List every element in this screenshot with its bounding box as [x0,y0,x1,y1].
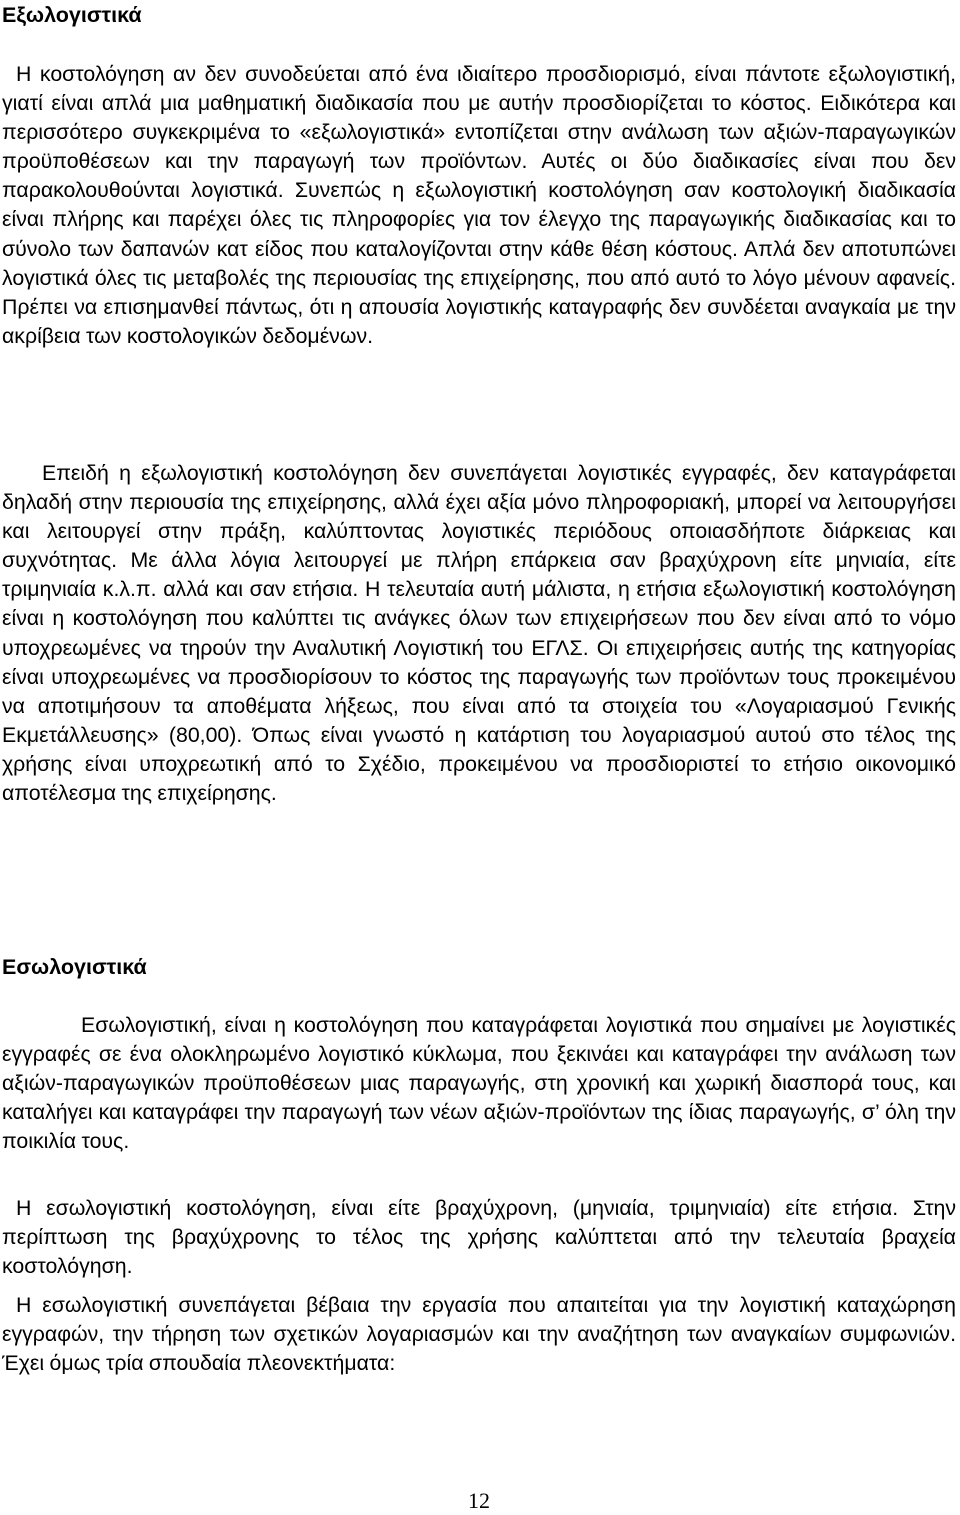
paragraph: Εσωλογιστική, είναι η κοστολόγηση που καταγράφεται λογιστικά που σημαίνει με λογιστικές εγγραφές σε ένα ολοκληρωμένο λογιστικό κύκλωμα, που ξεκινάει και καταγράφει την ανάλωση των αξιών-παραγωγικών προϋποθέσεων μιας παραγωγής, στη χρονική και χωρική διασπορά τους, και καταλήγει και καταγράφει την παραγωγή των νέων αξιών-προϊόντων της ίδιας παραγωγής, σ’ όλη την ποικιλία τους. [2,1013,956,1154]
section-heading-esologistika: Εσωλογιστικά [2,955,147,979]
paragraph: Η εσωλογιστική συνεπάγεται βέβαια την εργασία που απαιτείται για την λογιστική καταχώρηση εγγραφών, την τήρηση των σχετικών λογαριασμών και την αναζήτηση των αναγκαίων συμφωνιών. Έχει όμως τρία σπουδαία πλεονεκτήματα: [2,1293,956,1376]
paragraph: Η εσωλογιστική κοστολόγηση, είναι είτε βραχύχρονη, (μηνιαία, τριμηνιαία) είτε ετήσια. Στην περίπτωση της βραχύχρονης το τέλος της χρήσης καλύπτεται από την τελευταία βραχεία κοστολόγηση. [2,1196,956,1279]
paragraph: Η κοστολόγηση αν δεν συνοδεύεται από ένα ιδιαίτερο προσδιορισμό, είναι πάντοτε εξωλογιστική, γιατί είναι απλά μια μαθηματική διαδικασία που με αυτήν προσδιορίζεται το κόστος. Ειδικότερα και περισσότερο συγκεκριμένα το «εξωλογιστικά» εντοπίζεται στην ανάλωση των αξιών-παραγωγικών προϋποθέσεων και την παραγωγή των προϊόντων. Αυτές οι δύο διαδικασίες είναι που δεν παρακολουθούνται λογιστικά. Συνεπώς η εξωλογιστική κοστολόγηση σαν κοστολογική διαδικασία είναι πλήρης και παρέχει όλες τις πληροφορίες για τον έλεγχο της παραγωγικής διαδικασίας και το σύνολο των δαπανών κατ είδος που καταλογίζονται στην κάθε θέση κόστους. Απλά δεν αποτυπώνει λογιστικά όλες τις μεταβολές της περιουσίας της επιχείρησης, που από αυτό το λόγο μένουν αφανείς. Πρέπει να επισημανθεί πάντως, ότι η απουσία λογιστικής καταγραφής δεν συνδέεται αναγκαία με την ακρίβεια των κοστολογικών δεδομένων. [2,62,956,348]
page-number: 12 [468,1488,490,1513]
section-heading-exologistika: Εξωλογιστικά [2,3,142,27]
paragraph: Επειδή η εξωλογιστική κοστολόγηση δεν συνεπάγεται λογιστικές εγγραφές, δεν καταγράφεται δηλαδή στην περιουσία της επιχείρησης, αλλά έχει αξία μόνο πληροφοριακή, μπορεί να λειτουργήσει και λειτουργεί στην πράξη, καλύπτοντας λογιστικές περιόδους οποιασδήποτε διάρκειας και συχνότητας. Με άλλα λόγια λειτουργεί με πλήρη επάρκεια σαν βραχύχρονη είτε μηνιαία, είτε τριμηνιαία κ.λ.π. αλλά και σαν ετήσια. Η τελευταία αυτή μάλιστα, η ετήσια εξωλογιστική κοστολόγηση είναι η κοστολόγηση που καλύπτει τις ανάγκες όλων των επιχειρήσεων που δεν είναι από το νόμο υποχρεωμένες να τηρούν την Αναλυτική Λογιστική του ΕΓΛΣ. Οι επιχειρήσεις αυτής της κατηγορίας είναι υποχρεωμένες να προσδιορίσουν το κόστος της παραγωγής των προϊόντων τους προκειμένου να αποτιμήσουν τα αποθέματα λήξεως, που είναι από τα στοιχεία του «Λογαριασμού Γενικής Εκμετάλλευσης» (80,00). Όπως είναι γνωστό η κατάρτιση του λογαριασμού αυτού στο τέλος της χρήσης είναι υποχρεωτική από το Σχέδιο, προκειμένου να προσδιοριστεί το ετήσιο οικονομικό αποτέλεσμα της επιχείρησης. [2,461,956,806]
